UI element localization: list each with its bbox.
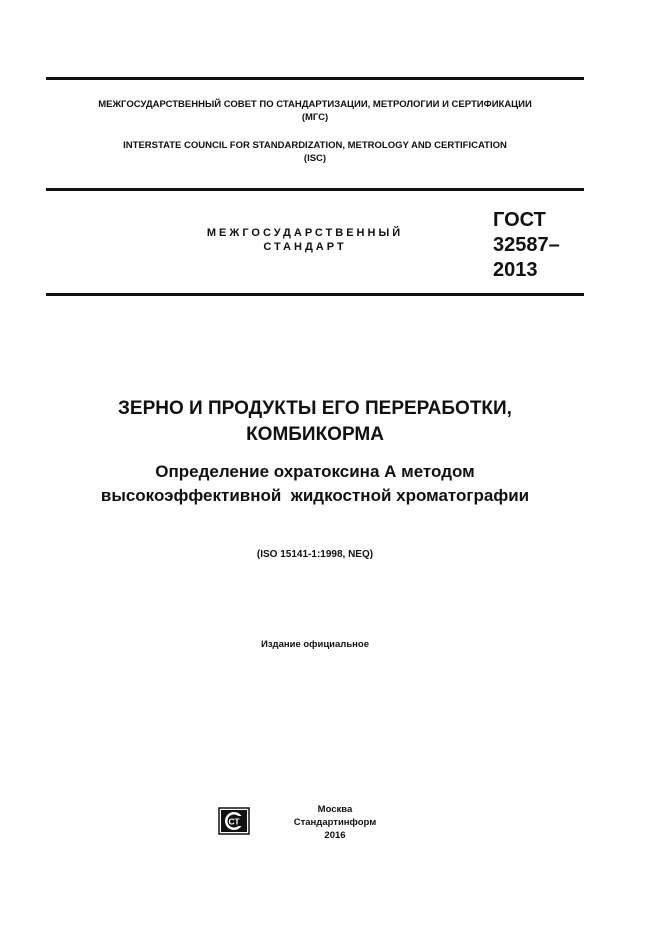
council-name-en-line: INTERSTATE COUNCIL FOR STANDARDIZATION, METROLOGY AND CERTIFICATION [123, 140, 507, 151]
publication-year: 2016 [324, 830, 346, 841]
standard-kind [180, 226, 430, 254]
publisher-block [270, 803, 400, 842]
document-title-line2: КОМБИКОРМА [246, 424, 384, 445]
bottom-rule [46, 293, 584, 296]
gost-year: 2013 [493, 259, 538, 281]
standard-kind-line2: СТАНДАРТ [263, 241, 347, 253]
council-abbr-ru: (МГС) [301, 112, 329, 123]
council-name-en [46, 139, 584, 165]
iso-reference: (ISO 15141-1:1998, NEQ) [256, 549, 374, 560]
document-subtitle-line1: Определение охратоксина А методом [155, 462, 475, 481]
standartinform-logo-icon [218, 807, 250, 835]
logo-lettering: СТ [228, 816, 240, 827]
council-name-ru-line: МЕЖГОСУДАРСТВЕННЫЙ СОВЕТ ПО СТАНДАРТИЗАЦИИ, МЕТРОЛОГИИ И СЕРТИФИКАЦИИ [98, 99, 532, 110]
middle-rule [46, 188, 584, 191]
council-name-ru [46, 98, 584, 124]
edition-note: Издание официальное [261, 639, 369, 650]
gost-number: 32587– [493, 234, 560, 256]
document-title [40, 396, 590, 448]
council-abbr-en: (ISC) [303, 153, 327, 164]
top-rule [46, 77, 584, 80]
document-title-line1: ЗЕРНО И ПРОДУКТЫ ЕГО ПЕРЕРАБОТКИ, [118, 398, 512, 419]
publisher-city: Москва [317, 804, 353, 815]
document-subtitle [40, 460, 590, 508]
gost-prefix: ГОСТ [493, 209, 546, 231]
gost-designation [493, 208, 603, 283]
standard-kind-line1: МЕЖГОСУДАРСТВЕННЫЙ [206, 227, 404, 239]
publisher-name: Стандартинформ [293, 817, 377, 828]
document-subtitle-line2: высокоэффективной жидкостной хроматографии [100, 486, 530, 505]
